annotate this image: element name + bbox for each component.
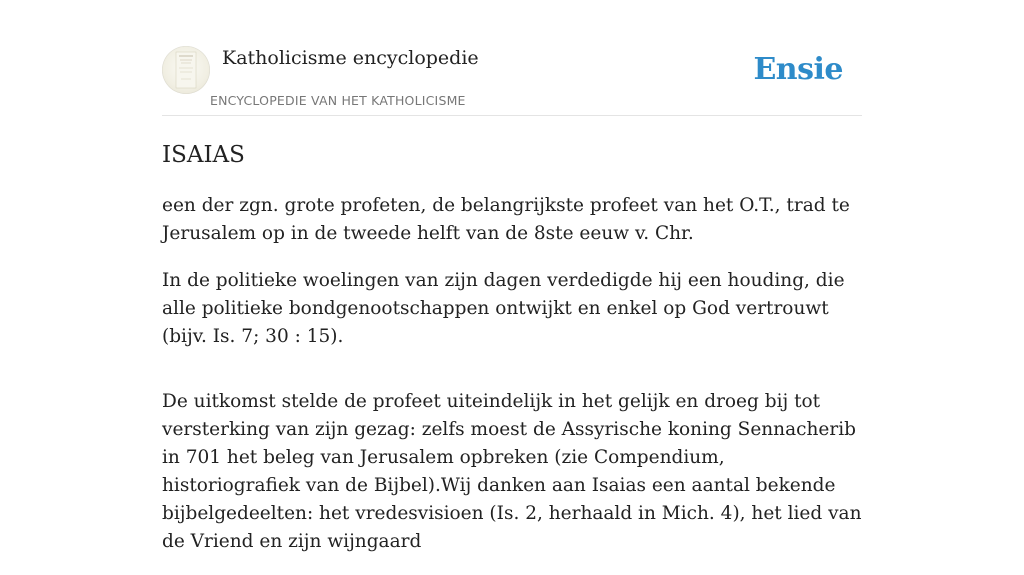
page bbox=[162, 0, 862, 552]
entry-paragraph-2: In de politieke woelingen van zijn dagen verdedigde hij een houding, die alle politieke bondgenootschappen ontwijkt en enkel op God vertrouwt (bijv. Is. 7; 30 : 15). bbox=[162, 270, 845, 347]
encyclopedia-logo-icon[interactable] bbox=[162, 46, 210, 94]
ensie-brand-logo[interactable]: Ensie bbox=[753, 52, 843, 87]
entry-title: ISAIAS bbox=[162, 142, 245, 168]
site-subtitle: ENCYCLOPEDIE VAN HET KATHOLICISME bbox=[210, 93, 466, 108]
entry-paragraph-1: een der zgn. grote profeten, de belangrijkste profeet van het O.T., trad te Jerusalem op in de tweede helft van de 8ste eeuw v. Chr. bbox=[162, 195, 850, 244]
site-header bbox=[162, 0, 862, 116]
book-cover-icon bbox=[162, 46, 210, 94]
site-title[interactable]: Katholicisme encyclopedie bbox=[222, 47, 479, 69]
entry-content bbox=[162, 192, 862, 575]
entry-paragraph-3: De uitkomst stelde de profeet uiteindelijk in het gelijk en droeg bij tot versterking van zijn gezag: zelfs moest de Assyrische koning Sennacherib in 701 het beleg van Jerusalem opbreken (zie Compendium, historiografiek van de Bijbel).Wij danken aan Isaias een aantal bekende bijbelgedeelten: het vredesvisioen (Is. 2, herhaald in Mich. 4), het lied van de Vriend en zijn wijngaard bbox=[162, 391, 862, 552]
